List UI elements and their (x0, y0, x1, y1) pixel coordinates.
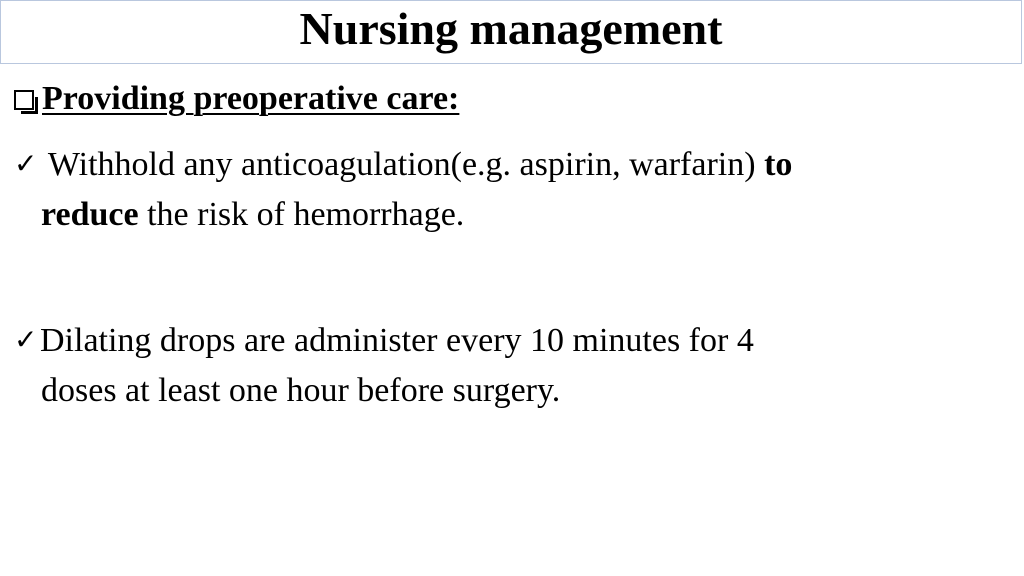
bullet-2-text-b: doses at least one hour before surgery. (41, 372, 561, 409)
section-heading-row (14, 80, 459, 118)
bullet-item-2 (14, 316, 1004, 416)
bullet-2-text-a: Dilating drops are administer every 10 minutes for 4 (40, 322, 754, 359)
section-heading: Providing preoperative care: (42, 80, 460, 117)
bullet-1-line-2 (14, 190, 1004, 240)
bullet-1-line-1 (14, 140, 1004, 190)
bullet-1-text-b: the risk of hemorrhage. (138, 196, 465, 233)
square-bullet-icon (14, 90, 34, 110)
checkmark-icon: ✓ (14, 325, 38, 356)
bullet-1-bold-to: to (764, 146, 793, 183)
checkmark-icon: ✓ (14, 149, 38, 180)
slide-title: Nursing management (299, 3, 723, 54)
bullet-2-line-2 (14, 366, 1004, 416)
bullet-1-bold-reduce: reduce (41, 196, 139, 233)
bullet-item-1 (14, 140, 1004, 240)
title-bar (0, 0, 1022, 64)
bullet-2-line-1 (14, 316, 1004, 366)
bullet-1-text-a: Withhold any anticoagulation(e.g. aspirin, warfarin) (47, 146, 765, 183)
